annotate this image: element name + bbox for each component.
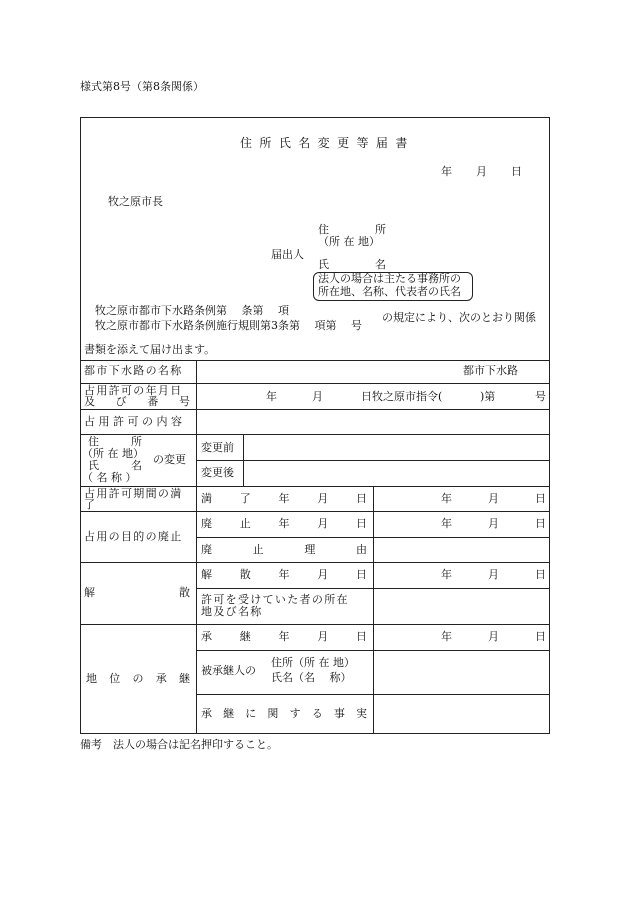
change-before-label: 変更前 [201,441,234,454]
abolish-date-sub [201,518,367,531]
corp-note-line-1: 法人の場合は主たる事務所の [318,272,461,285]
predecessor-label: 被承継人の [201,664,256,677]
abolish-month: 月 [488,517,499,530]
abolish-sub-5: 日 [356,517,367,530]
succession-label [86,673,190,686]
change-address-char-2: 所 [131,435,142,448]
change-location-label: （所 在 地） [82,447,144,460]
legal-suffix: の規定により、次のとおり関係 [382,311,536,324]
expire-day: 日 [535,492,546,505]
abolish-year: 年 [441,517,452,530]
dissolve-day: 日 [535,568,546,581]
row-line [196,460,550,461]
reason-sub-1: 廃 [201,543,212,556]
change-name-char-1: 氏 [88,459,99,472]
change-title-label: （ 名 称 ） [82,471,137,484]
predecessor-address: 住所（所 在 地） [271,656,355,669]
succession-char-4: 承 [155,672,167,685]
address-char-2: 所 [375,223,386,236]
sewer-name-value: 都市下水路 [463,364,518,377]
name-char-1: 氏 [318,258,329,271]
fact-sub-1: 承 [201,707,212,720]
fact-sub-2: 継 [223,707,235,720]
change-after-label: 変更後 [201,466,234,479]
addressee: 牧之原市長 [108,195,163,208]
expire-year: 年 [441,492,452,505]
permit-day-directive: 日牧之原市指令( [361,390,443,403]
abolish-sub-2: 止 [239,517,251,530]
succession-date-sub [201,631,367,644]
permit-date-label-1: 占用許可の年月日 [84,384,183,397]
abolish-day: 日 [535,517,546,530]
succession-month: 月 [488,630,499,643]
change-name-char-2: 名 [131,459,142,472]
reason-sub-4: 由 [355,543,367,556]
dissolve-sub-4: 月 [317,568,329,581]
succession-char-1: 地 [86,672,97,685]
date-year-label: 年 [441,165,452,178]
dissolve-sub-1: 解 [201,568,212,581]
col-line [196,360,197,734]
fact-sub-4: 関 [267,707,279,720]
dissolve-who-1: 許可を受けていた者の所在 [201,593,349,606]
fact-sub-5: す [289,707,301,720]
permit-month: 月 [312,390,323,403]
abolish-sub-1: 廃 [201,517,212,530]
expire-label-1: 占用許可期間の満 [84,487,183,500]
legal-line-1: 牧之原市都市下水路条例第 条第 項 [95,304,289,317]
succession-sub-5: 日 [356,630,367,643]
legal-line-2: 牧之原市都市下水路条例施行規則第3条第 項第 号 [95,319,362,332]
dissolve-date-sub [201,569,367,582]
expire-sub-1: 満 [201,492,212,505]
fact-sub-3: に [245,707,257,720]
dissolve-sub-5: 日 [356,568,367,581]
dissolve-who-2: 地及び名称 [201,605,263,618]
succession-fact-sub [201,708,367,721]
row-line [80,409,550,410]
permit-char-4: 号 [178,395,190,408]
dissolve-year: 年 [441,568,452,581]
permit-year: 年 [266,390,277,403]
row-line [80,360,550,361]
succession-sub-1: 承 [201,630,212,643]
row-line [80,434,550,435]
abolish-reason-sub [201,544,367,557]
abolish-label: 占用の目的の廃止 [84,530,183,543]
dissolve-sub-2: 散 [239,568,251,581]
date-day-label: 日 [511,165,522,178]
col-line [373,486,374,734]
permit-char-1: 及 [84,395,95,408]
date-month-label: 月 [476,165,487,178]
dissolve-label [84,587,190,600]
applicant-role: 届出人 [271,248,304,261]
succession-sub-2: 継 [239,630,251,643]
corp-note-line-2: 所在地、名称、代表者の氏名 [318,285,461,298]
abolish-sub-3: 年 [278,517,290,530]
dissolve-char-2: 散 [179,586,190,599]
succession-day: 日 [535,630,546,643]
permit-date-label-2 [84,396,190,409]
expire-date-sub [201,493,367,506]
form-number: 様式第8号（第8条関係） [80,80,204,93]
change-address-char-1: 住 [88,435,99,448]
address-char-1: 住 [318,223,329,236]
name-char-2: 名 [375,258,386,271]
dissolve-sub-3: 年 [278,568,290,581]
permit-char-2: び [115,395,127,408]
applicant-location-label: （所 在 地） [318,235,380,248]
change-suffix: の変更 [153,453,186,466]
expire-sub-5: 日 [356,492,367,505]
footnote: 備考 法人の場合は記名押印すること。 [80,738,278,751]
row-line [80,624,550,625]
row-line [80,562,550,563]
succession-char-5: 継 [179,672,190,685]
permit-content-label: 占 用 許 可 の 内 容 [84,415,182,428]
succession-year: 年 [441,630,452,643]
fact-sub-6: る [311,707,323,720]
expire-sub-2: 了 [239,492,251,505]
expire-sub-4: 月 [317,492,329,505]
permit-char-3: 番 [147,395,159,408]
fact-sub-8: 実 [355,707,367,720]
permit-close: )第 [480,390,496,403]
row-line [80,511,550,512]
expire-sub-3: 年 [278,492,290,505]
predecessor-name: 氏名（名 称） [271,671,352,684]
abolish-sub-4: 月 [317,517,329,530]
succession-char-3: の [132,672,144,685]
succession-sub-4: 月 [317,630,329,643]
col-line [243,434,244,486]
reason-sub-3: 理 [304,543,316,556]
succession-sub-3: 年 [278,630,290,643]
legal-line-3: 書類を添えて届け出ます。 [84,343,216,356]
expire-label-2: 了 [84,498,95,511]
applicant-name-label [318,259,386,272]
expire-month: 月 [488,492,499,505]
permit-no: 号 [535,390,546,403]
reason-sub-2: 止 [252,543,264,556]
dissolve-month: 月 [488,568,499,581]
dissolve-char-1: 解 [84,586,95,599]
succession-char-2: 位 [109,672,121,685]
sewer-name-label: 都市下水路の名称 [84,364,183,377]
fact-sub-7: 事 [333,707,345,720]
form-title: 住 所 氏 名 変 更 等 届 書 [240,136,410,150]
